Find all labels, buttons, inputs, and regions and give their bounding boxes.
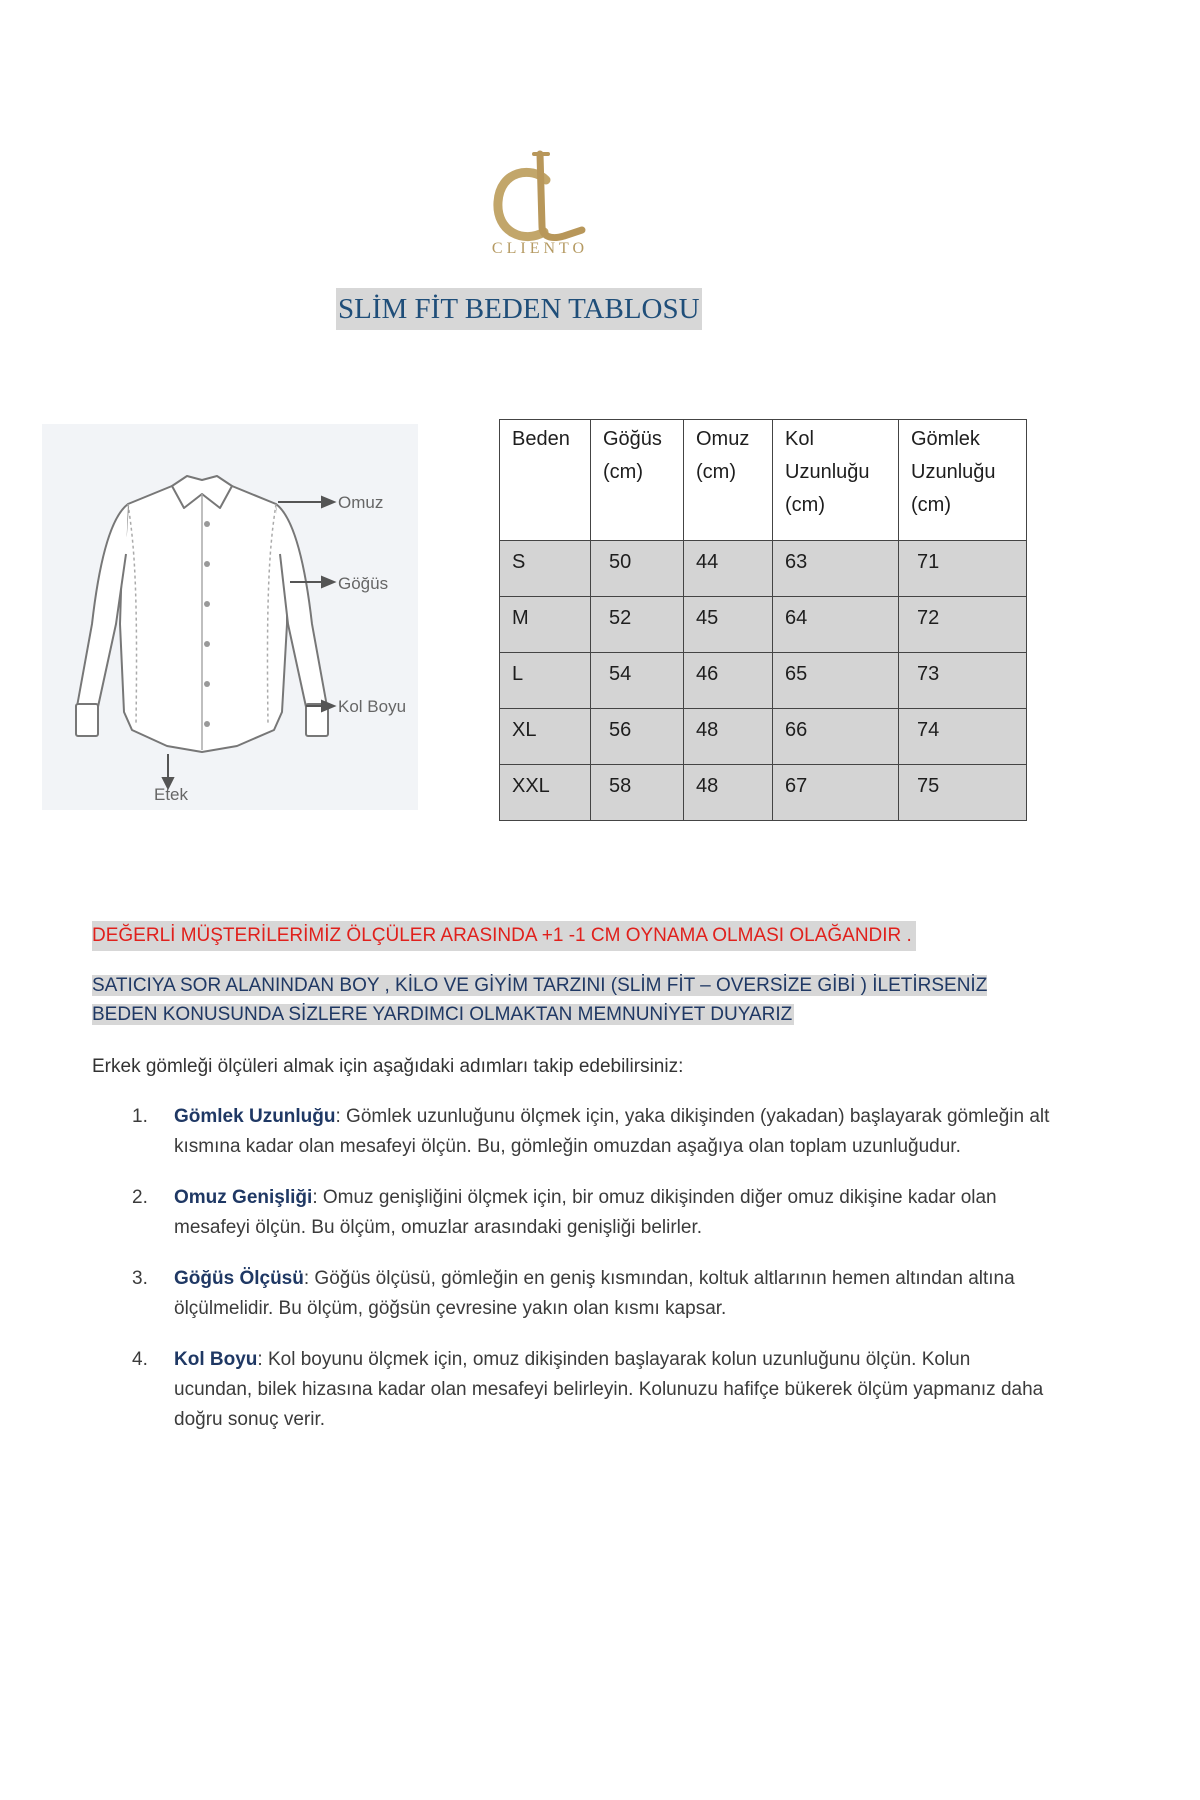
table-row [500,597,1027,653]
cell-length: 72 [899,597,1027,653]
cell-chest: 56 [591,709,684,765]
list-item [92,1102,1052,1162]
diagram-label-chest: Göğüs [338,574,389,593]
table-row [500,709,1027,765]
cell-sleeve: 64 [773,597,899,653]
cell-sleeve: 63 [773,541,899,597]
shirt-measurement-diagram [42,424,418,810]
instructions-intro: Erkek gömleği ölçüleri almak için aşağıdaki adımları takip edebilirsiniz: [92,1056,684,1077]
cell-chest: 52 [591,597,684,653]
table-header-row [500,420,1027,541]
step-term: Kol Boyu [174,1349,258,1370]
list-item [92,1345,1052,1435]
step-number: 1. [132,1106,148,1127]
cell-chest: 54 [591,653,684,709]
header-line: Omuz [696,428,750,450]
tolerance-note: DEĞERLİ MÜŞTERİLERİMİZ ÖLÇÜLER ARASINDA +1 -1 CM OYNAMA OLMASI OLAĞANDIR . [92,921,916,951]
cell-length: 74 [899,709,1027,765]
cell-size: L [500,653,591,709]
table-row [500,541,1027,597]
step-term: Gömlek Uzunluğu [174,1106,336,1127]
cell-sleeve: 65 [773,653,899,709]
cell-size: XL [500,709,591,765]
contact-note-text: SATICIYA SOR ALANINDAN BOY , KİLO VE GİYİM TARZINI (SLİM FİT – OVERSİZE GİBİ ) İLETİRSENİZ BEDEN KONUSUNDA SİZLERE YARDIMCI OLMAKTAN MEMNUNİYET DUYARIZ [92,975,988,1025]
cell-length: 73 [899,653,1027,709]
header-line: (cm) [785,494,825,516]
cell-length: 71 [899,541,1027,597]
list-item [92,1264,1052,1324]
step-number: 4. [132,1349,148,1370]
measurement-steps [92,1102,1052,1456]
diagram-label-hem: Etek [154,785,189,804]
diagram-label-shoulder: Omuz [338,493,384,512]
cell-size: XXL [500,765,591,821]
header-line: Uzunluğu [785,461,870,483]
header-line: (cm) [603,461,643,483]
step-text: : Kol boyunu ölçmek için, omuz dikişinden başlayarak kolun uzunluğunu ölçün. Kolun ucundan, bilek hizasına kadar olan mesafeyi belirleyin. Kolunuzu hafifçe bükerek ölçüm yapmanız daha doğru sonuç verir. [174,1349,1044,1430]
cell-chest: 58 [591,765,684,821]
step-number: 3. [132,1268,148,1289]
step-term: Göğüs Ölçüsü [174,1268,304,1289]
step-term: Omuz Genişliği [174,1187,313,1208]
header-line: Kol [785,428,814,450]
step-number: 2. [132,1187,148,1208]
page-title: SLİM FİT BEDEN TABLOSU [336,288,702,330]
cell-sleeve: 66 [773,709,899,765]
header-sleeve-length [773,420,899,541]
cell-shoulder: 46 [684,653,773,709]
step-text: : Göğüs ölçüsü, gömleğin en geniş kısmından, koltuk altlarının hemen altından altına ölçülmelidir. Bu ölçüm, göğsün çevresine yakın olan kısmı kapsar. [174,1268,1015,1319]
header-chest [591,420,684,541]
list-item [92,1183,1052,1243]
header-line: Gömlek [911,428,980,450]
cell-size: M [500,597,591,653]
brand-name: CLIENTO [491,240,589,257]
cell-sleeve: 67 [773,765,899,821]
header-line: (cm) [696,461,736,483]
cell-shoulder: 48 [684,765,773,821]
cell-shoulder: 48 [684,709,773,765]
cell-shoulder: 44 [684,541,773,597]
header-shirt-length [899,420,1027,541]
cell-length: 75 [899,765,1027,821]
header-line: Uzunluğu [911,461,996,483]
step-text: : Gömlek uzunluğunu ölçmek için, yaka dikişinden (yakadan) başlayarak gömleğin alt kısmına kadar olan mesafeyi ölçün. Bu, gömleğin omuzdan aşağıya olan toplam uzunluğudur. [174,1106,1050,1157]
cell-size: S [500,541,591,597]
size-table [499,419,1027,821]
table-row [500,765,1027,821]
table-row [500,653,1027,709]
header-size [500,420,591,541]
header-line: (cm) [911,494,951,516]
step-text: : Omuz genişliğini ölçmek için, bir omuz dikişinden diğer omuz dikişine kadar olan mesafeyi ölçün. Bu ölçüm, omuzlar arasındaki genişliği belirler. [174,1187,997,1238]
header-line: Göğüs [603,428,662,450]
contact-note [92,971,1032,1029]
cell-chest: 50 [591,541,684,597]
header-shoulder [684,420,773,541]
diagram-label-sleeve: Kol Boyu [338,697,407,716]
header-line: Beden [512,428,570,450]
cell-shoulder: 45 [684,597,773,653]
